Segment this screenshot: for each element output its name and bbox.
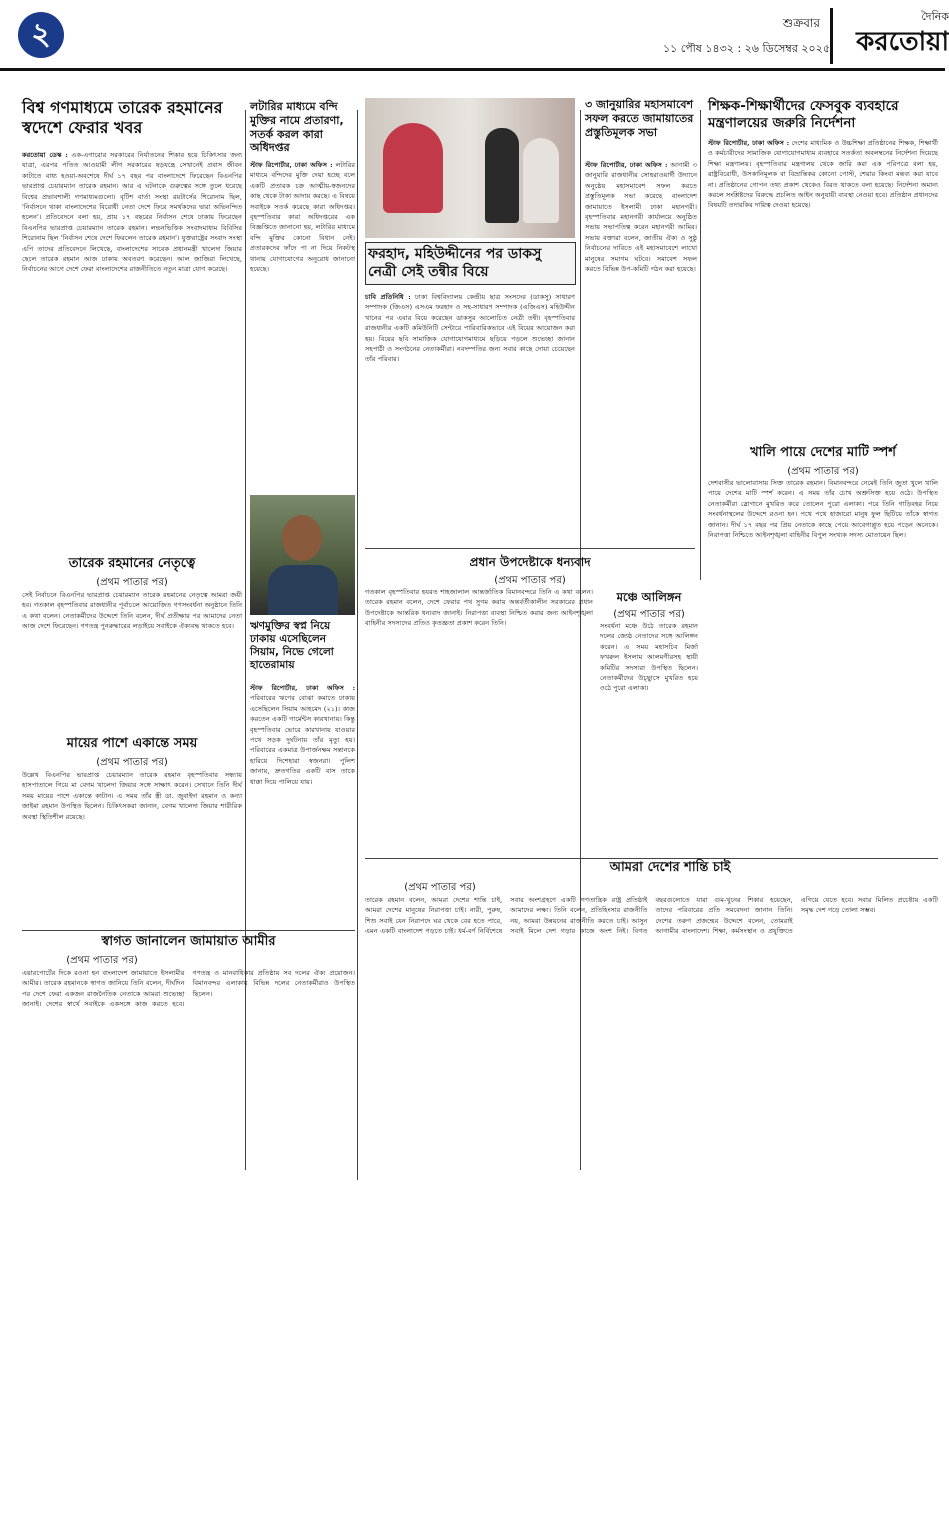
article-text: লটারির মাধ্যমে বন্দিদের মুক্তি দেয়া হচ্ছে বলে একটি প্রতারক চক্র আত্মীয়-স্বজনদের কাছ থেকে টাকা আদায় করছে। এ বিষয়ে সবাইকে সতর্ক করেছে কারা অধিদপ্তর। বৃহস্পতিবার কারা অধিদপ্তরের এক বিজ্ঞপ্তিতে জানানো হয়, লটারির মাধ্যমে বন্দি মুক্তির কোনো বিধান নেই। প্রতারকদের ফাঁদে পা না দিয়ে নিকটস্থ থানায় যোগাযোগের অনুরোধ জানানো হয়েছে। bbox=[250, 161, 355, 274]
continued-note: (প্রথম পাতার পর) bbox=[96, 757, 168, 768]
headline-barefoot: খালি পায়ে দেশের মাটি স্পর্শ bbox=[750, 445, 896, 460]
article-text: এক-এগারোর সরকারের নির্যাতনের শিকার হয়ে চিকিৎসার জন্য যাত্রা, এরপর পতিত আওয়ামী লীগ সরকারের ষড়যন্ত্রে সেখানেই প্রবাস জীবন কাটাতে বাধ্য হওয়া-অবশেষে দীর্ঘ ১৭ বছর পর বাংলাদেশে ফিরেছেন বিএনপির ভারপ্রাপ্ত চেয়ারম্যান তারেক রহমান। আর এ ঘটনাকে গুরুত্বের সঙ্গে তুলে ধরেছে বিশ্বের প্রভাবশালী গণমাধ্যমগুলো। বৃটিশ বার্তা সংস্থা রয়টার্সের শিরোনাম ছিল, 'নির্বাসনে থাকা বাংলাদেশের বিরোধী নেতা দেশে ফিরে সমর্থকদের দ্বারা অভিনন্দিত হলেন'। প্রতিবেদনে বলা হয়, প্রায় ১৭ বছরের নির্বাসন শেষে ঢাকায় ফিরেছেন বিএনপির ভারপ্রাপ্ত চেয়ারম্যান তারেক রহমান। লন্ডনভিত্তিক সংবাদমাধ্যম বিবিসির শিরোনাম ছিল 'নির্বাসন শেষে দেশে ফিরলেন তারেক রহমান'। যুক্তরাষ্ট্রের সংবাদ সংস্থা এপি তাদের প্রতিবেদনে লিখেছে, বাংলাদেশের সাবেক প্রধানমন্ত্রী খালেদা জিয়ার ছেলে তারেক রহমান আজ ঢাকায় অবতরণ করেছেন। আল জাজিরা লিখেছে, নির্বাচনের আগে দেশে ফেরা বাংলাদেশের রাজনীতিতে নতুন মাত্রা যোগ করেছে। bbox=[22, 151, 242, 274]
column-divider bbox=[357, 110, 358, 1180]
article-text: দেশের মাধ্যমিক ও উচ্চশিক্ষা প্রতিষ্ঠানের শিক্ষক, শিক্ষার্থী ও কর্মচারীদের সামাজিক যোগাযোগমাধ্যম ব্যবহারে সতর্কতা অবলম্বনের নির্দেশনা দিয়েছে শিক্ষা মন্ত্রণালয়। বৃহস্পতিবার মন্ত্রণালয় থেকে জারি করা এক পরিপত্রে বলা হয়, রাষ্ট্রবিরোধী, উসকানিমূলক বা বিভ্রান্তিকর কোনো পোস্ট, শেয়ার কিংবা মন্তব্য করা যাবে না। প্রতিষ্ঠানের গোপন তথ্য প্রকাশ থেকেও বিরত থাকতে বলা হয়েছে। নির্দেশনা অমান্য করলে সংশ্লিষ্টদের বিরুদ্ধে প্রচলিত আইন অনুযায়ী ব্যবস্থা নেওয়া হবে। প্রতিষ্ঠান প্রধানদের বিষয়টি তদারকির দায়িত্ব দেওয়া হয়েছে। bbox=[708, 139, 938, 210]
column-divider bbox=[700, 110, 701, 580]
article-rally bbox=[585, 160, 697, 580]
continued-note: (প্রথম পাতার পর) bbox=[96, 577, 168, 588]
newspaper-logo bbox=[830, 8, 949, 64]
byline: স্টাফ রিপোর্টার, ঢাকা অফিস : bbox=[708, 139, 790, 147]
page-number: ২ bbox=[18, 12, 64, 58]
article-leadership: সেই নির্বাচনে বিএনপির ভারপ্রাপ্ত চেয়ারম্যান তারেক রহমানের নেতৃত্বে আমরা জয়ী হব। গতকাল বৃহস্পতিবার রাজধানীর পূর্বাচলে আয়োজিত গণসংবর্ধনা অনুষ্ঠানে তিনি এ কথা বলেন। নেতাকর্মীদের উদ্দেশে তিনি বলেন, দীর্ঘ প্রতীক্ষার পর আমাদের নেতা আজ দেশে ফিরেছেন। গণতন্ত্র পুনরুদ্ধারের লড়াইয়ে সবাইকে ঐক্যবদ্ধ থাকতে হবে। bbox=[22, 591, 242, 631]
article-text: আগামী ৩ জানুয়ারি রাজধানীর সোহরাওয়ার্দী উদ্যানে অনুষ্ঠেয় মহাসমাবেশ সফল করতে প্রস্তুতিমূলক সভা করেছে বাংলাদেশ জামায়াতে ইসলামী ঢাকা মহানগরী। বৃহস্পতিবার মহানগরী কার্যালয়ে অনুষ্ঠিত সভায় সভাপতিত্ব করেন মহানগরী আমির। সভায় বক্তারা বলেন, জাতীয় ঐক্য ও সুষ্ঠু নির্বাচনের দাবিতে এই মহাসমাবেশে লাখো মানুষের সমাগম ঘটবে। সমাবেশ সফল করতে বিভিন্ন উপ-কমিটি গঠন করা হয়েছে। bbox=[585, 161, 697, 274]
article-barefoot: দেশবাসীর ভালোবাসায় সিক্ত তারেক রহমান। বিমানবন্দরে নেমেই তিনি জুতা খুলে খালি পায়ে দেশের মাটি স্পর্শ করেন। এ সময় তাঁর চোখ অশ্রুসিক্ত হয়ে ওঠে। উপস্থিত নেতাকর্মীরা স্লোগানে মুখরিত করে তোলেন পুরো এলাকা। পরে তিনি গাড়িবহর নিয়ে সংবর্ধনাস্থলের উদ্দেশে রওনা হন। পথে পথে হাজারো মানুষ ফুল ছিটিয়ে তাঁকে স্বাগত জানান। দীর্ঘ ১৭ বছর পর প্রিয় নেতাকে কাছে পেয়ে আবেগাপ্লুত হয়ে পড়েন অনেকে। নিরাপত্তা নিশ্চিতে আইনশৃঙ্খলা বাহিনীর বিপুল সংখ্যক সদস্য মোতায়েন ছিল। bbox=[708, 479, 938, 540]
article-thanks: গতকাল বৃহস্পতিবার হযরত শাহজালাল আন্তর্জাতিক বিমানবন্দরে তিনি এ কথা বলেন। তারেক রহমান বলেন, দেশে ফেরার পথ সুগম করায় অন্তর্বর্তীকালীন সরকারের প্রধান উপদেষ্টাকে আন্তরিক ধন্যবাদ জানাই। নিরাপত্তা ব্যবস্থা নিশ্চিত করার জন্য আইনশৃঙ্খলা বাহিনীর সদস্যদের প্রতিও কৃতজ্ঞতা প্রকাশ করেন তিনি। bbox=[365, 588, 593, 628]
byline: স্টাফ রিপোর্টার, ঢাকা অফিস : bbox=[585, 161, 668, 169]
headline-amir: স্বাগত জানালেন জামায়াত আমীর bbox=[101, 934, 276, 949]
article-wedding bbox=[365, 292, 575, 542]
continued-note: (প্রথম পাতার পর) bbox=[66, 955, 138, 966]
article-mother: উল্লেখ বিএনপির ভারপ্রাপ্ত চেয়ারম্যান তারেক রহমান বৃহস্পতিবার সন্ধ্যায় হাসপাতালে গিয়ে মা বেগম খালেদা জিয়ার সঙ্গে সাক্ষাৎ করেন। সেখানে তিনি দীর্ঘ সময় মায়ের পাশে একান্তে কাটান। এ সময় তাঁর স্ত্রী ডা. জুবাইদা রহমান ও কন্যা জাইমা রহমান উপস্থিত ছিলেন। চিকিৎসকরা জানান, বেগম খালেদা জিয়ার শারীরিক অবস্থা স্থিতিশীল রয়েছে। bbox=[22, 771, 242, 821]
continued-note: (প্রথম পাতার পর) bbox=[404, 882, 476, 893]
byline: স্টাফ রিপোর্টার, ঢাকা অফিস : bbox=[250, 684, 355, 692]
figure-groom bbox=[485, 128, 519, 223]
headline-mother: মায়ের পাশে একান্তে সময় bbox=[66, 736, 198, 751]
logo-top: দৈনিক bbox=[921, 10, 949, 23]
photo-wedding bbox=[365, 98, 575, 238]
issue-date: ১১ পৌষ ১৪৩২ : ২৬ ডিসেম্বর ২০২৫ bbox=[662, 42, 830, 55]
byline: করতোয়া ডেস্ক : bbox=[22, 151, 68, 159]
logo-main: করতোয়া bbox=[856, 27, 949, 57]
headline-facebook: শিক্ষক-শিক্ষার্থীদের ফেসবুক ব্যবহারে মন্ত্রণালয়ের জরুরি নির্দেশনা bbox=[708, 98, 899, 131]
caption-siam: ঋণমুক্তির স্বপ্ন নিয়ে ঢাকায় এসেছিলেন সিয়াম, নিভে গেলো হাতেরামায় bbox=[250, 620, 334, 672]
byline: স্টাফ রিপোর্টার, ঢাকা অফিস : bbox=[250, 161, 333, 169]
headline-embrace: মঞ্চে আলিঙ্গন bbox=[616, 590, 682, 604]
headline-world-media: বিশ্ব গণমাধ্যমে তারেক রহমানের স্বদেশে ফেরার খবর bbox=[22, 98, 223, 137]
headline-wedding: ফরহাদ, মহিউদ্দীনের পর ডাকসু নেত্রী সেই তন্বীর বিয়ে bbox=[365, 242, 576, 285]
continued-note: (প্রথম পাতার পর) bbox=[494, 575, 566, 586]
article-embrace: সংবর্ধনা মঞ্চে উঠে তারেক রহমান দলের জ্যেষ্ঠ নেতাদের সঙ্গে আলিঙ্গন করেন। এ সময় মহাসচিব মির্জা ফখরুল ইসলাম আলমগীরসহ স্থায়ী কমিটির সদস্যরা উপস্থিত ছিলেন। নেতাকর্মীদের উচ্ছ্বাসে মুখরিত হয়ে ওঠে পুরো এলাকা। bbox=[600, 622, 698, 693]
headline-thanks: প্রধান উপদেষ্টাকে ধন্যবাদ bbox=[469, 555, 591, 569]
section-divider bbox=[365, 858, 938, 859]
photo-siam bbox=[250, 495, 355, 615]
article-lottery bbox=[250, 160, 355, 490]
article-text: ঢাকা বিশ্ববিদ্যালয় কেন্দ্রীয় ছাত্র সংসদের (ডাকসু) সাধারণ সম্পাদক (জিএস) এসএম ফরহাদ ও সহ-সাধারণ সম্পাদক (এজিএস) মহিউদ্দীন খানের পর এবার বিয়ে করেছেন ডাকসুর আলোচিত নেত্রী তন্বী। বৃহস্পতিবার রাজধানীর একটি কমিউনিটি সেন্টারে পারিবারিকভাবে এই বিয়ের আয়োজন করা হয়। বিয়ের ছবি সামাজিক যোগাযোগমাধ্যমে ছড়িয়ে পড়লে শুভেচ্ছা জানান সহপাঠী ও সংগঠনের নেতাকর্মীরা। নবদম্পতির জন্য সবার কাছে দোয়া চেয়েছেন তাঁর পরিবার। bbox=[365, 293, 575, 364]
byline: চাবি প্রতিনিধি : bbox=[365, 293, 411, 301]
figure-bride bbox=[383, 123, 443, 213]
section-divider bbox=[22, 930, 355, 931]
headline-lottery: লটারির মাধ্যমে বন্দি মুক্তির নামে প্রতারণা, সতর্ক করল কারা অধিদপ্তর bbox=[250, 100, 344, 155]
issue-day: শুক্রবার bbox=[782, 16, 820, 30]
headline-rally: ৩ জানুয়ারির মহাসমাবেশ সফল করতে জামায়াতের প্রস্তুতিমূলক সভা bbox=[585, 98, 694, 139]
headline-leadership: তারেক রহমানের নেতৃত্বে bbox=[68, 556, 196, 571]
headline-peace: আমরা দেশের শান্তি চাই bbox=[609, 860, 731, 875]
masthead-rule bbox=[0, 68, 945, 71]
continued-note: (প্রথম পাতার পর) bbox=[787, 466, 859, 477]
article-amir: এয়ারপোর্টের দিকে রওনা হন বাংলাদেশ জামায়াতে ইসলামীর আমীর। তারেক রহমানকে স্বাগত জানিয়ে তিনি বলেন, দীর্ঘদিন পর দেশে ফেরা একজন রাজনৈতিক নেতাকে আমরা শুভেচ্ছা জানাই। দেশের স্বার্থে সবাইকে একসঙ্গে কাজ করতে হবে। গণতন্ত্র ও মানবাধিকার প্রতিষ্ঠায় সব দলের ঐক্য প্রয়োজন। বিমানবন্দর এলাকায় বিভিন্ন দলের নেতাকর্মীরাও উপস্থিত ছিলেন। bbox=[22, 969, 355, 1009]
article-peace: তারেক রহমান বলেন, আমরা দেশের শান্তি চাই, আমরা দেশের মানুষের নিরাপত্তা চাই। নারী, পুরুষ, শিশু সবাই যেন নিরাপদে ঘর থেকে বের হতে পারে, এমন একটি বাংলাদেশ গড়তে চাই। ধর্ম-বর্ণ নির্বিশেষে সবার অংশগ্রহণে একটি গণতান্ত্রিক রাষ্ট্র প্রতিষ্ঠাই আমাদের লক্ষ্য। তিনি বলেন, প্রতিহিংসার রাজনীতি নয়, আমরা উন্নয়নের রাজনীতি করতে চাই। আসুন সবাই মিলে দেশ গড়ার কাজে অংশ নিই। বিগত বছরগুলোতে যারা গুম-খুনের শিকার হয়েছেন, তাদের পরিবারের প্রতি সমবেদনা জানান তিনি। দেশের তরুণ প্রজন্মের উদ্দেশে বলেন, তোমরাই আগামীর বাংলাদেশ। শিক্ষা, কর্মসংস্থান ও প্রযুক্তিতে এগিয়ে যেতে হবে। সবার মিলিত প্রচেষ্টায় একটি সমৃদ্ধ দেশ গড়ে তোলা সম্ভব। bbox=[365, 896, 938, 936]
portrait-face bbox=[282, 515, 322, 561]
section-divider bbox=[365, 548, 695, 549]
article-text: পরিবারের ঋণের বোঝা কমাতে ঢাকায় এসেছিলেন সিয়াম আহমেদ (২১)। কাজ করতেন একটি গার্মেন্টস কারখানায়। কিন্তু বৃহস্পতিবার ভোরে কারখানায় যাওয়ার পথে সড়ক দুর্ঘটনায় তাঁর মৃত্যু হয়। পরিবারের একমাত্র উপার্জনক্ষম সন্তানকে হারিয়ে দিশেহারা স্বজনরা। পুলিশ জানায়, দ্রুতগতির একটি বাস তাকে ধাক্কা দিয়ে পালিয়ে যায়। bbox=[250, 694, 355, 786]
figure-bride-2 bbox=[523, 138, 559, 223]
continued-note: (প্রথম পাতার পর) bbox=[613, 609, 685, 620]
portrait-shirt bbox=[268, 565, 338, 615]
article-facebook bbox=[708, 138, 938, 438]
article-world-media bbox=[22, 150, 242, 550]
